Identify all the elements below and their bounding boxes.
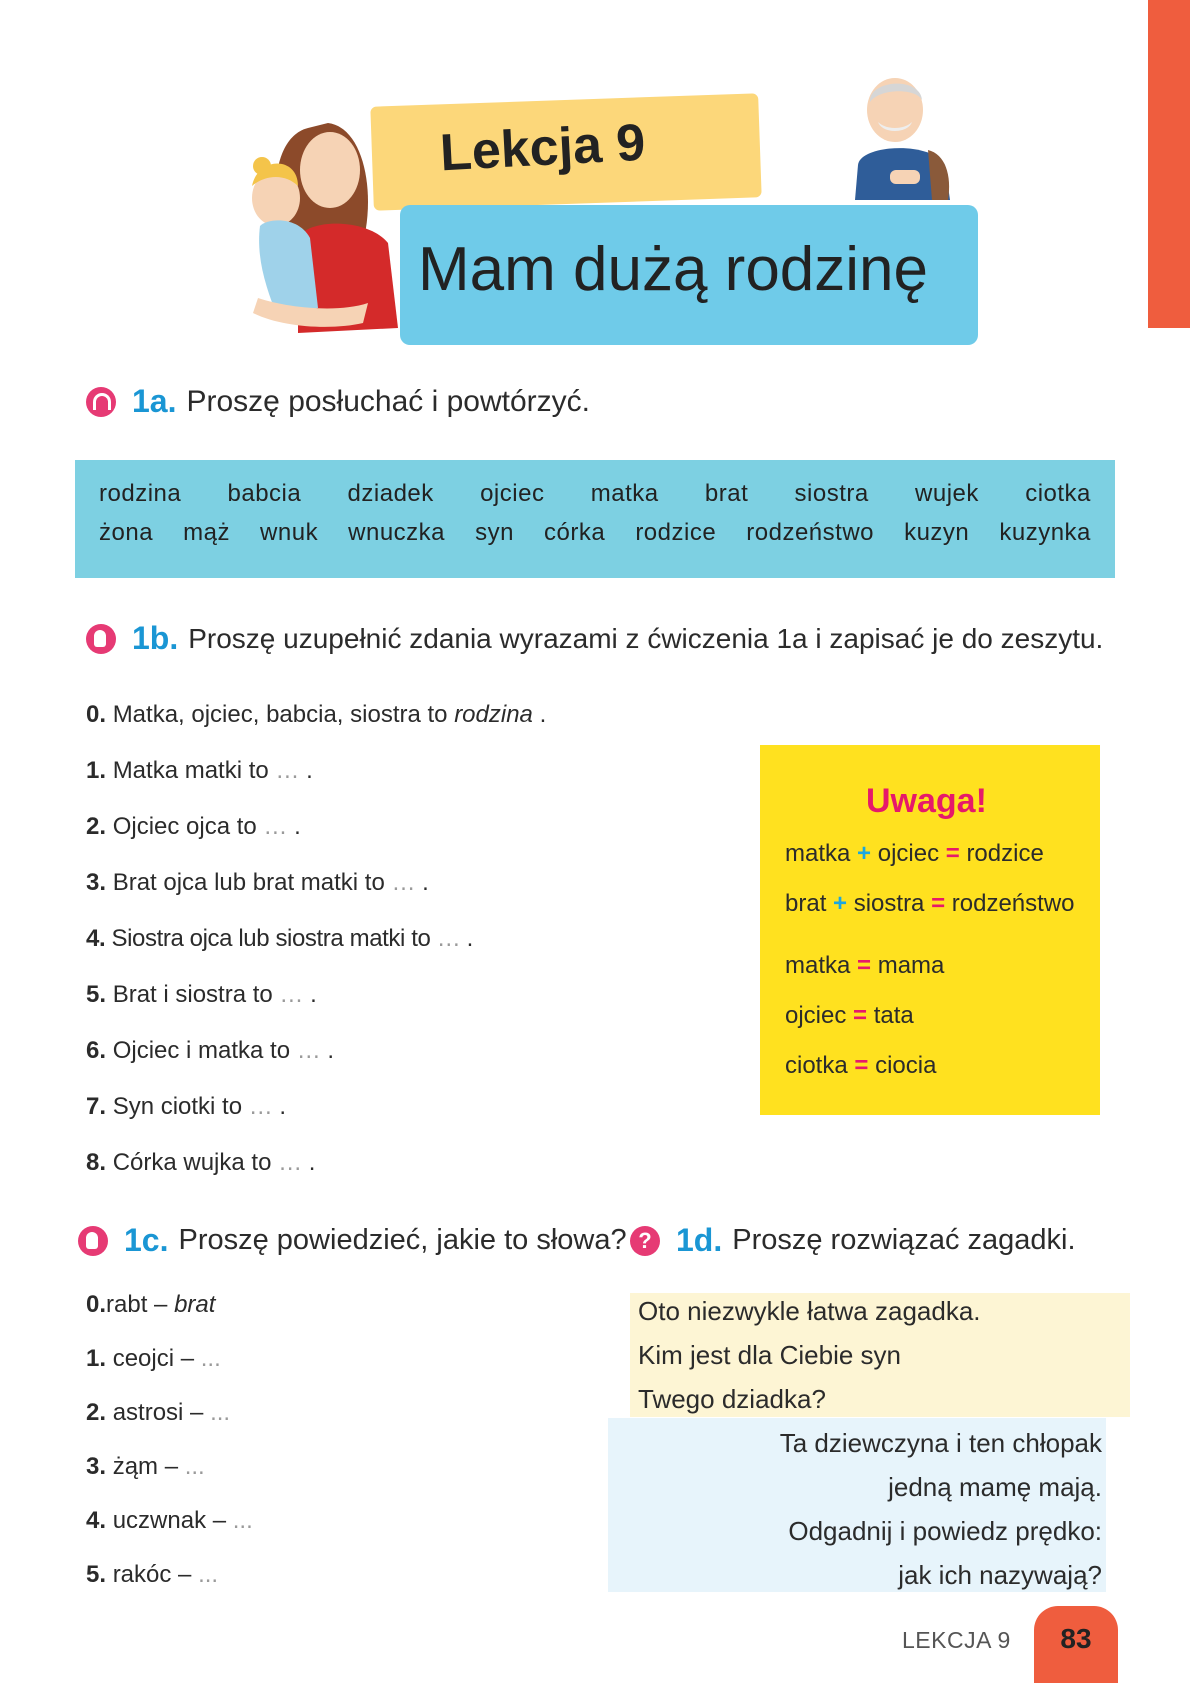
sentence-item: 7. Syn ciotki to … . xyxy=(86,1093,287,1120)
exercise-1d-heading xyxy=(630,1222,1076,1259)
exercise-number: 1c. xyxy=(124,1222,169,1258)
vocab-word: mąż xyxy=(183,519,230,546)
sentence-item: 6. Ojciec i matka to … . xyxy=(86,1037,335,1064)
vocab-word: matka xyxy=(590,480,659,507)
exercise-1b-heading xyxy=(86,620,1103,657)
scrambled-item: 2. astrosi – ... xyxy=(86,1399,231,1426)
sentence-item: 3. Brat ojca lub brat matki to … . xyxy=(86,869,429,896)
exercise-number: 1b. xyxy=(132,620,179,656)
vocab-word: żona xyxy=(99,519,154,546)
note-row: ciotka = ciocia xyxy=(785,1052,937,1079)
vocabulary-row-2 xyxy=(99,519,1091,547)
riddle-line: Oto niezwykle łatwa zagadka. xyxy=(638,1296,981,1326)
exercise-instruction: Proszę powiedzieć, jakie to słowa? xyxy=(178,1224,627,1256)
question-icon[interactable]: ? xyxy=(630,1226,660,1256)
listen-icon[interactable] xyxy=(86,387,116,417)
vocab-word: wnuczka xyxy=(348,519,446,546)
sentence-item: 0. Matka, ojciec, babcia, siostra to rodzina . xyxy=(86,701,547,728)
exercise-1a-heading xyxy=(86,383,590,420)
sentence-item: 8. Córka wujka to … . xyxy=(86,1149,316,1176)
sentence-item: 1. Matka matki to … . xyxy=(86,757,313,784)
riddle-line: jedną mamę mają. xyxy=(888,1472,1102,1502)
scrambled-item: 3. żąm – ... xyxy=(86,1453,205,1480)
vocab-word: ciotka xyxy=(1025,480,1091,507)
vocab-word: brat xyxy=(704,480,749,507)
grandfather-illustration xyxy=(850,70,960,205)
vocab-word: syn xyxy=(475,519,514,546)
side-color-tab xyxy=(1148,0,1190,328)
note-row: brat + siostra = rodzeństwo xyxy=(785,890,1075,917)
riddle-line: Odgadnij i powiedz prędko: xyxy=(788,1516,1102,1546)
vocab-word: córka xyxy=(544,519,606,546)
scrambled-item: 1. ceojci – ... xyxy=(86,1345,221,1372)
sentence-item: 2. Ojciec ojca to … . xyxy=(86,813,301,840)
vocabulary-box xyxy=(75,460,1115,578)
hand-icon[interactable] xyxy=(78,1226,108,1256)
hand-icon[interactable] xyxy=(86,624,116,654)
vocab-word: kuzynka xyxy=(999,519,1091,546)
note-row: ojciec = tata xyxy=(785,1002,914,1029)
page-title: Mam dużą rodzinę xyxy=(418,235,929,304)
sentence-item: 4. Siostra ojca lub siostra matki to … . xyxy=(86,925,473,952)
page-number: 83 xyxy=(1034,1606,1118,1683)
mother-child-illustration xyxy=(238,108,418,358)
vocab-word: wujek xyxy=(915,480,979,507)
riddle-line: Kim jest dla Ciebie syn xyxy=(638,1340,901,1370)
vocab-word: siostra xyxy=(794,480,869,507)
riddle-line: Twego dziadka? xyxy=(638,1384,826,1414)
exercise-instruction: Proszę posłuchać i powtórzyć. xyxy=(186,384,590,418)
note-row: matka = mama xyxy=(785,952,945,979)
vocab-word: wnuk xyxy=(260,519,319,546)
riddle-line: Ta dziewczyna i ten chłopak xyxy=(779,1428,1102,1458)
note-row: matka + ojciec = rodzice xyxy=(785,840,1044,867)
riddle-line: jak ich nazywają? xyxy=(898,1560,1102,1590)
scrambled-item: 5. rakóc – ... xyxy=(86,1561,219,1588)
scrambled-item: 4. uczwnak – ... xyxy=(86,1507,253,1534)
exercise-number: 1d. xyxy=(676,1222,723,1258)
exercise-instruction: Proszę uzupełnić zdania wyrazami z ćwiczenia 1a i zapisać je do zeszytu. xyxy=(188,622,1104,654)
vocab-word: rodzeństwo xyxy=(746,519,874,546)
vocab-word: ojciec xyxy=(480,480,545,507)
footer-lesson-label: LEKCJA 9 xyxy=(902,1627,1011,1653)
vocab-word: kuzyn xyxy=(904,519,970,546)
sentence-item: 5. Brat i siostra to … . xyxy=(86,981,317,1008)
exercise-number: 1a. xyxy=(132,383,177,419)
vocabulary-row-1 xyxy=(99,480,1091,508)
exercise-instruction: Proszę rozwiązać zagadki. xyxy=(732,1224,1076,1256)
scrambled-item: 0.rabt – brat xyxy=(86,1291,216,1318)
vocab-word: dziadek xyxy=(347,480,434,507)
lesson-number: Lekcja 9 xyxy=(438,113,647,183)
vocab-word: rodzina xyxy=(99,480,182,507)
note-title: Uwaga! xyxy=(866,782,987,820)
exercise-1c-heading xyxy=(78,1222,627,1259)
vocab-word: rodzice xyxy=(635,519,717,546)
vocab-word: babcia xyxy=(227,480,302,507)
